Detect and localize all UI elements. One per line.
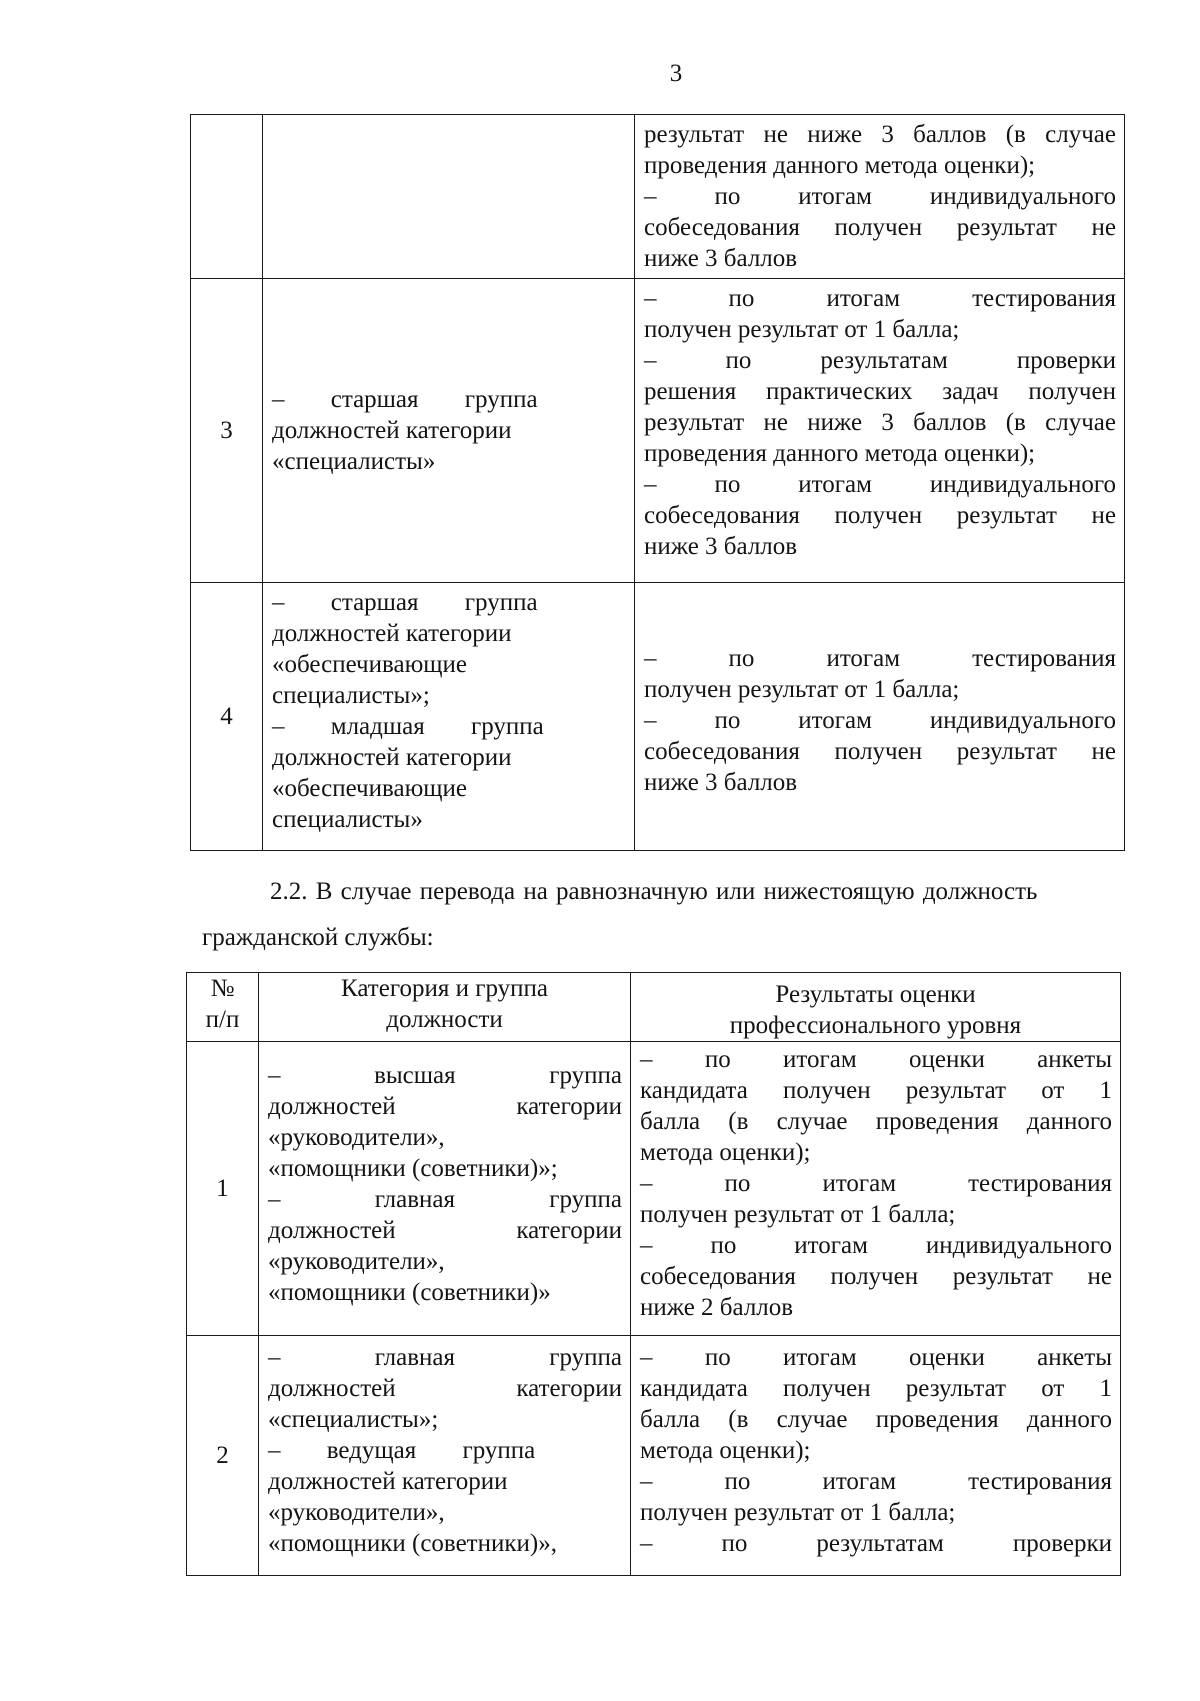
row-number: 2 xyxy=(187,1336,259,1576)
header-number xyxy=(187,973,259,1042)
text-line: должностей категории xyxy=(268,1468,508,1495)
table-row xyxy=(191,115,1125,279)
text-line: результат не ниже 3 баллов (в случае xyxy=(644,409,1116,436)
text-line: должностей категории xyxy=(268,1375,622,1402)
text-line: – по итогам индивидуального xyxy=(640,1232,1112,1259)
text-line: балла (в случае проведения данного xyxy=(640,1406,1112,1433)
text-line: – по итогам оценки анкеты xyxy=(640,1344,1112,1371)
text-line: должностей категории xyxy=(272,620,512,647)
assessment-table xyxy=(186,972,1121,1576)
text-line: – по итогам тестирования xyxy=(644,645,1116,672)
results-cell xyxy=(631,1336,1121,1576)
table-row xyxy=(187,1042,1121,1336)
results-cell xyxy=(635,115,1125,279)
text-line: «помощники (советники)»; xyxy=(268,1155,558,1182)
text-line: собеседования получен результат не xyxy=(640,1263,1112,1290)
text-line: должностей категории xyxy=(268,1093,622,1120)
text-line: ниже 3 баллов xyxy=(644,769,798,796)
text-line: «руководители», xyxy=(268,1124,445,1151)
text-line: «руководители», xyxy=(268,1499,445,1526)
text-line: – по результатам проверки xyxy=(644,347,1116,374)
table-row xyxy=(191,583,1125,851)
table-continuation xyxy=(190,114,1125,851)
page-number: 3 xyxy=(669,60,683,87)
text-line: собеседования получен результат не xyxy=(644,738,1116,765)
text-line: проведения данного метода оценки); xyxy=(644,440,1036,467)
section-paragraph xyxy=(202,876,1182,907)
header-text: профессионального уровня xyxy=(729,1012,1022,1039)
text-line: – младшая группа xyxy=(272,713,544,740)
row-number: 3 xyxy=(191,279,263,583)
text-line: получен результат от 1 балла; xyxy=(640,1499,956,1526)
text-line: «специалисты»; xyxy=(268,1406,439,1433)
section-paragraph-continued xyxy=(202,922,1182,953)
paragraph-line: гражданской службы: xyxy=(202,924,434,951)
header-results xyxy=(631,973,1121,1042)
text-line: – по результатам проверки xyxy=(640,1530,1112,1557)
text-line: кандидата получен результат от 1 xyxy=(640,1077,1112,1104)
paragraph-line: 2.2. В случае перевода на равнозначную или нижестоящую должность xyxy=(270,878,1038,905)
text-line: – старшая группа xyxy=(272,386,538,413)
text-line: – по итогам индивидуального xyxy=(644,707,1116,734)
text-line: проведения данного метода оценки); xyxy=(644,152,1036,179)
text-line: – главная группа xyxy=(268,1344,622,1371)
text-line: должностей категории xyxy=(272,744,512,771)
text-line: – по итогам индивидуального xyxy=(644,183,1116,210)
text-line: «обеспечивающие xyxy=(272,651,467,678)
text-line: получен результат от 1 балла; xyxy=(644,676,960,703)
text-line: кандидата получен результат от 1 xyxy=(640,1375,1112,1402)
text-line: «помощники (советники)», xyxy=(268,1530,557,1557)
category-cell xyxy=(259,1336,631,1576)
text-line: должностей категории xyxy=(272,417,512,444)
category-cell xyxy=(263,583,635,851)
text-line: – по итогам тестирования xyxy=(640,1170,1112,1197)
text-line: «специалисты» xyxy=(272,448,436,475)
row-number: 4 xyxy=(191,583,263,851)
text-line: результат не ниже 3 баллов (в случае xyxy=(644,121,1116,148)
text-line: собеседования получен результат не xyxy=(644,502,1116,529)
text-line: – главная группа xyxy=(268,1186,622,1213)
text-line: собеседования получен результат не xyxy=(644,214,1116,241)
category-cell xyxy=(259,1042,631,1336)
text-line: специалисты»; xyxy=(272,682,430,709)
results-cell xyxy=(631,1042,1121,1336)
text-line: – ведущая группа xyxy=(268,1437,536,1464)
text-line: метода оценки); xyxy=(640,1139,811,1166)
results-cell xyxy=(635,583,1125,851)
text-line: – по итогам тестирования xyxy=(644,285,1116,312)
category-cell xyxy=(263,115,635,279)
text-line: балла (в случае проведения данного xyxy=(640,1108,1112,1135)
row-number xyxy=(191,115,263,279)
header-text: Результаты оценки xyxy=(775,981,976,1008)
text-line: ниже 3 баллов xyxy=(644,533,798,560)
text-line: получен результат от 1 балла; xyxy=(644,316,960,343)
text-line: ниже 2 баллов xyxy=(640,1294,794,1321)
text-line: – старшая группа xyxy=(272,589,538,616)
text-line: метода оценки); xyxy=(640,1437,811,1464)
text-line: специалисты» xyxy=(272,806,423,833)
text-line: – по итогам индивидуального xyxy=(644,471,1116,498)
text-line: – высшая группа xyxy=(268,1062,622,1089)
header-text: № xyxy=(210,975,235,1002)
row-number: 1 xyxy=(187,1042,259,1336)
header-text: Категория и группа xyxy=(341,975,548,1002)
header-text: должности xyxy=(386,1006,503,1033)
text-line: ниже 3 баллов xyxy=(644,245,798,272)
text-line: «руководители», xyxy=(268,1248,445,1275)
header-text: п/п xyxy=(205,1006,240,1033)
text-line: – по итогам оценки анкеты xyxy=(640,1046,1112,1073)
header-category xyxy=(259,973,631,1042)
text-line: получен результат от 1 балла; xyxy=(640,1201,956,1228)
text-line: «обеспечивающие xyxy=(272,775,467,802)
text-line: должностей категории xyxy=(268,1217,622,1244)
text-line: решения практических задач получен xyxy=(644,378,1116,405)
text-line: «помощники (советники)» xyxy=(268,1279,551,1306)
table-row xyxy=(187,1336,1121,1576)
text-line: – по итогам тестирования xyxy=(640,1468,1112,1495)
category-cell xyxy=(263,279,635,583)
table-row xyxy=(191,279,1125,583)
table-header-row xyxy=(187,973,1121,1042)
results-cell xyxy=(635,279,1125,583)
